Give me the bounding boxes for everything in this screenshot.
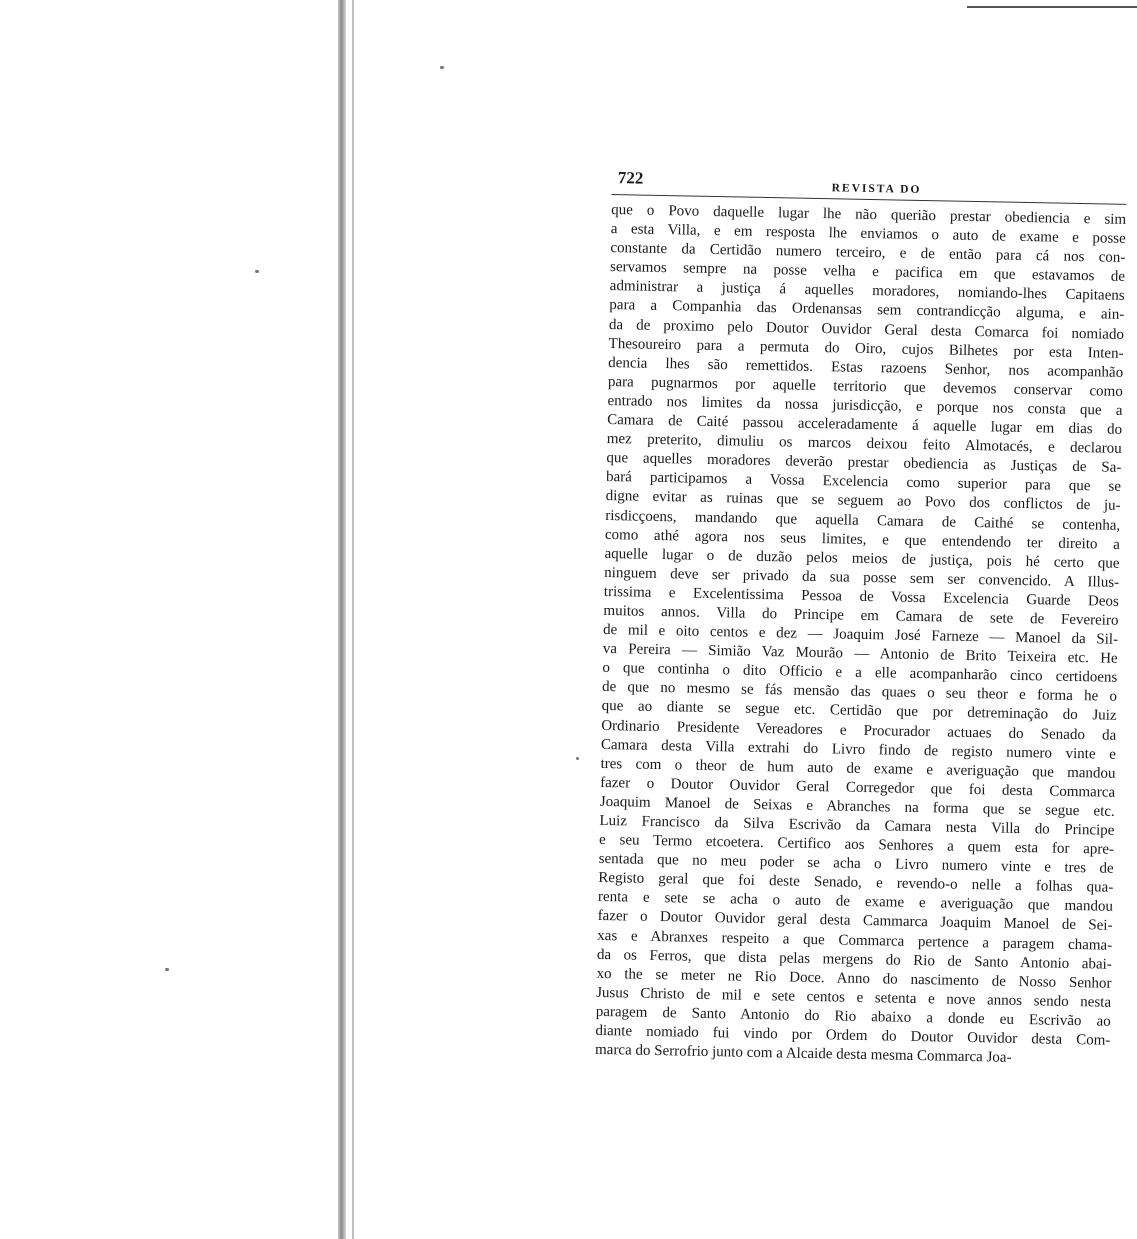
page-gutter-shadow	[338, 0, 346, 1239]
text-line: fazer o Doutor Ouvidor Geral Corregedor que foi desta Commarca	[600, 774, 1116, 801]
text-line: para pugnarmos por aquelle territorio que devemos conservar como	[607, 373, 1123, 400]
text-line: xas e Abranxes respeito a que Commarca pertence a paragem chama-	[597, 927, 1113, 954]
text-line: va Pereira — Simião Vaz Mourão — Antonio de Brito Teixeira etc. He	[602, 641, 1118, 667]
text-line: Luiz Francisco da Silva Escrivão da Camara nesta Villa do Principe	[599, 812, 1115, 839]
text-line: que ao diante se segue etc. Certidão que por detreminação do Juiz	[601, 698, 1117, 725]
text-line: da de proximo pelo Doutor Ouvidor Geral desta Comarca foi nomiado	[608, 316, 1125, 343]
scan-speck	[440, 66, 444, 69]
text-line: ninguem deve ser privado da sua posse sem ser convencido. A Illus-	[604, 564, 1120, 591]
text-line: trissima e Excelentissima Pessoa de Vossa Excelencia Guarde Deos	[603, 583, 1119, 610]
scan-speck	[165, 968, 169, 971]
running-head: REVISTA DO	[831, 182, 922, 196]
text-line: bará participamos a Vossa Excelencia como superior para que se	[605, 469, 1122, 496]
text-line: que o Povo daquelle lugar lhe não querião prestar obediencia e sim	[611, 201, 1127, 228]
text-line: xo the se meter ne Rio Doce. Anno do nascimento de Nosso Senhor	[596, 965, 1112, 992]
text-line: fazer o Doutor Ouvidor geral desta Cammarca Joaquim Manoel de Sei-	[597, 908, 1113, 935]
text-line: o que continha o dito Officio e a elle acompanharão cinco certidoens	[602, 660, 1118, 687]
text-line: administrar a justiça á aquelles moradores, nomiando-lhes Capitaens	[609, 278, 1125, 305]
corner-edge-mark	[967, 0, 1137, 8]
page-number: 722	[617, 168, 644, 188]
text-line: constante da Certidão numero terceiro, e de então para cá nos con-	[610, 240, 1126, 267]
text-line: renta e sete se acha o auto de exame e averiguação que mandou	[597, 889, 1114, 916]
text-line: dencia lhes são remettidos. Estas razoens Senhor, nos acompanhão	[608, 354, 1124, 381]
text-line: de mil e oito centos e dez — Joaquim José Farneze — Manoel da Sil-	[602, 621, 1119, 648]
text-line: muitos annos. Villa do Principe em Camara de sete de Fevereiro	[603, 602, 1119, 629]
text-line: entrado nos limites da nossa jurisdicção, e porque nos consta que a	[607, 392, 1123, 419]
text-line: risdicçoens, mandando que aquella Camara de Caithé se contenha,	[605, 507, 1121, 534]
page-gutter-edge	[352, 0, 354, 1239]
text-line: Registo geral que foi deste Senado, e revendo-o nelle a folhas qua-	[598, 870, 1114, 897]
text-line: como athé agora nos seus limites, e que entendendo ter direito a	[604, 526, 1121, 553]
text-line: e seu Termo etcoetera. Certifico aos Senhores a quem esta for apre-	[598, 831, 1115, 858]
text-line: tres com o theor de hum auto de exame e averiguação que mandou	[600, 755, 1116, 782]
text-line: Camara desta Villa extrahi do Livro findo de registo numero vinte e	[600, 736, 1116, 763]
text-line: paragem de Santo Antonio do Rio abaixo a donde eu Escrivão ao	[595, 1003, 1111, 1030]
text-line: Joaquim Manoel de Seixas e Abranches na forma que se segue etc.	[599, 793, 1115, 820]
text-line: marca do Serrofrio junto com a Alcaide desta mesma Commarca Joa-	[594, 1041, 1012, 1066]
text-line: Thesoureiro para a permuta do Oiro, cujos Bilhetes por esta Inten-	[608, 335, 1124, 362]
text-line: para a Companhia das Ordenansas sem contrandicção alguma, e ain-	[609, 297, 1125, 324]
text-line: da os Ferros, que dista pelas mergens do Rio de Santo Antonio abai-	[596, 946, 1112, 973]
scan-speck	[576, 757, 579, 760]
body-text	[595, 201, 1126, 1070]
text-line: a esta Villa, e em resposta lhe enviamos o auto de exame e posse	[610, 221, 1126, 247]
text-line: Camara de Caité passou acceleradamente á aquelle lugar em dias do	[607, 411, 1123, 438]
text-line: sentada que no meu poder se acha o Livro numero vinte e tres de	[598, 851, 1114, 877]
text-line: Ordinario Presidente Vereadores e Procurador actuaes do Senado da	[601, 717, 1117, 744]
text-line: de que no mesmo se fás mensão das quaes o seu theor e forma he o	[601, 679, 1118, 706]
text-line: digne evitar as ruinas que se seguem ao Povo dos conflictos de ju-	[605, 488, 1121, 515]
text-line: que aquelles moradores deverão prestar obediencia as Justiças de Sa-	[606, 450, 1122, 477]
text-line: diante nomiado fui vindo por Ordem do Doutor Ouvidor desta Com-	[595, 1022, 1111, 1049]
text-line: aquelle lugar o de duzão pelos meios de justiça, pois hé certo que	[604, 545, 1120, 572]
text-line: mez preterito, dimuliu os marcos deixou feito Almotacés, e declarou	[606, 431, 1122, 457]
page-content	[595, 168, 1127, 1070]
scan-speck	[255, 270, 259, 273]
text-line: Jusus Christo de mil e sete centos e setenta e nove annos sendo nesta	[596, 984, 1112, 1011]
text-line: servamos sempre na posse velha e pacifica em que estavamos de	[609, 259, 1126, 286]
